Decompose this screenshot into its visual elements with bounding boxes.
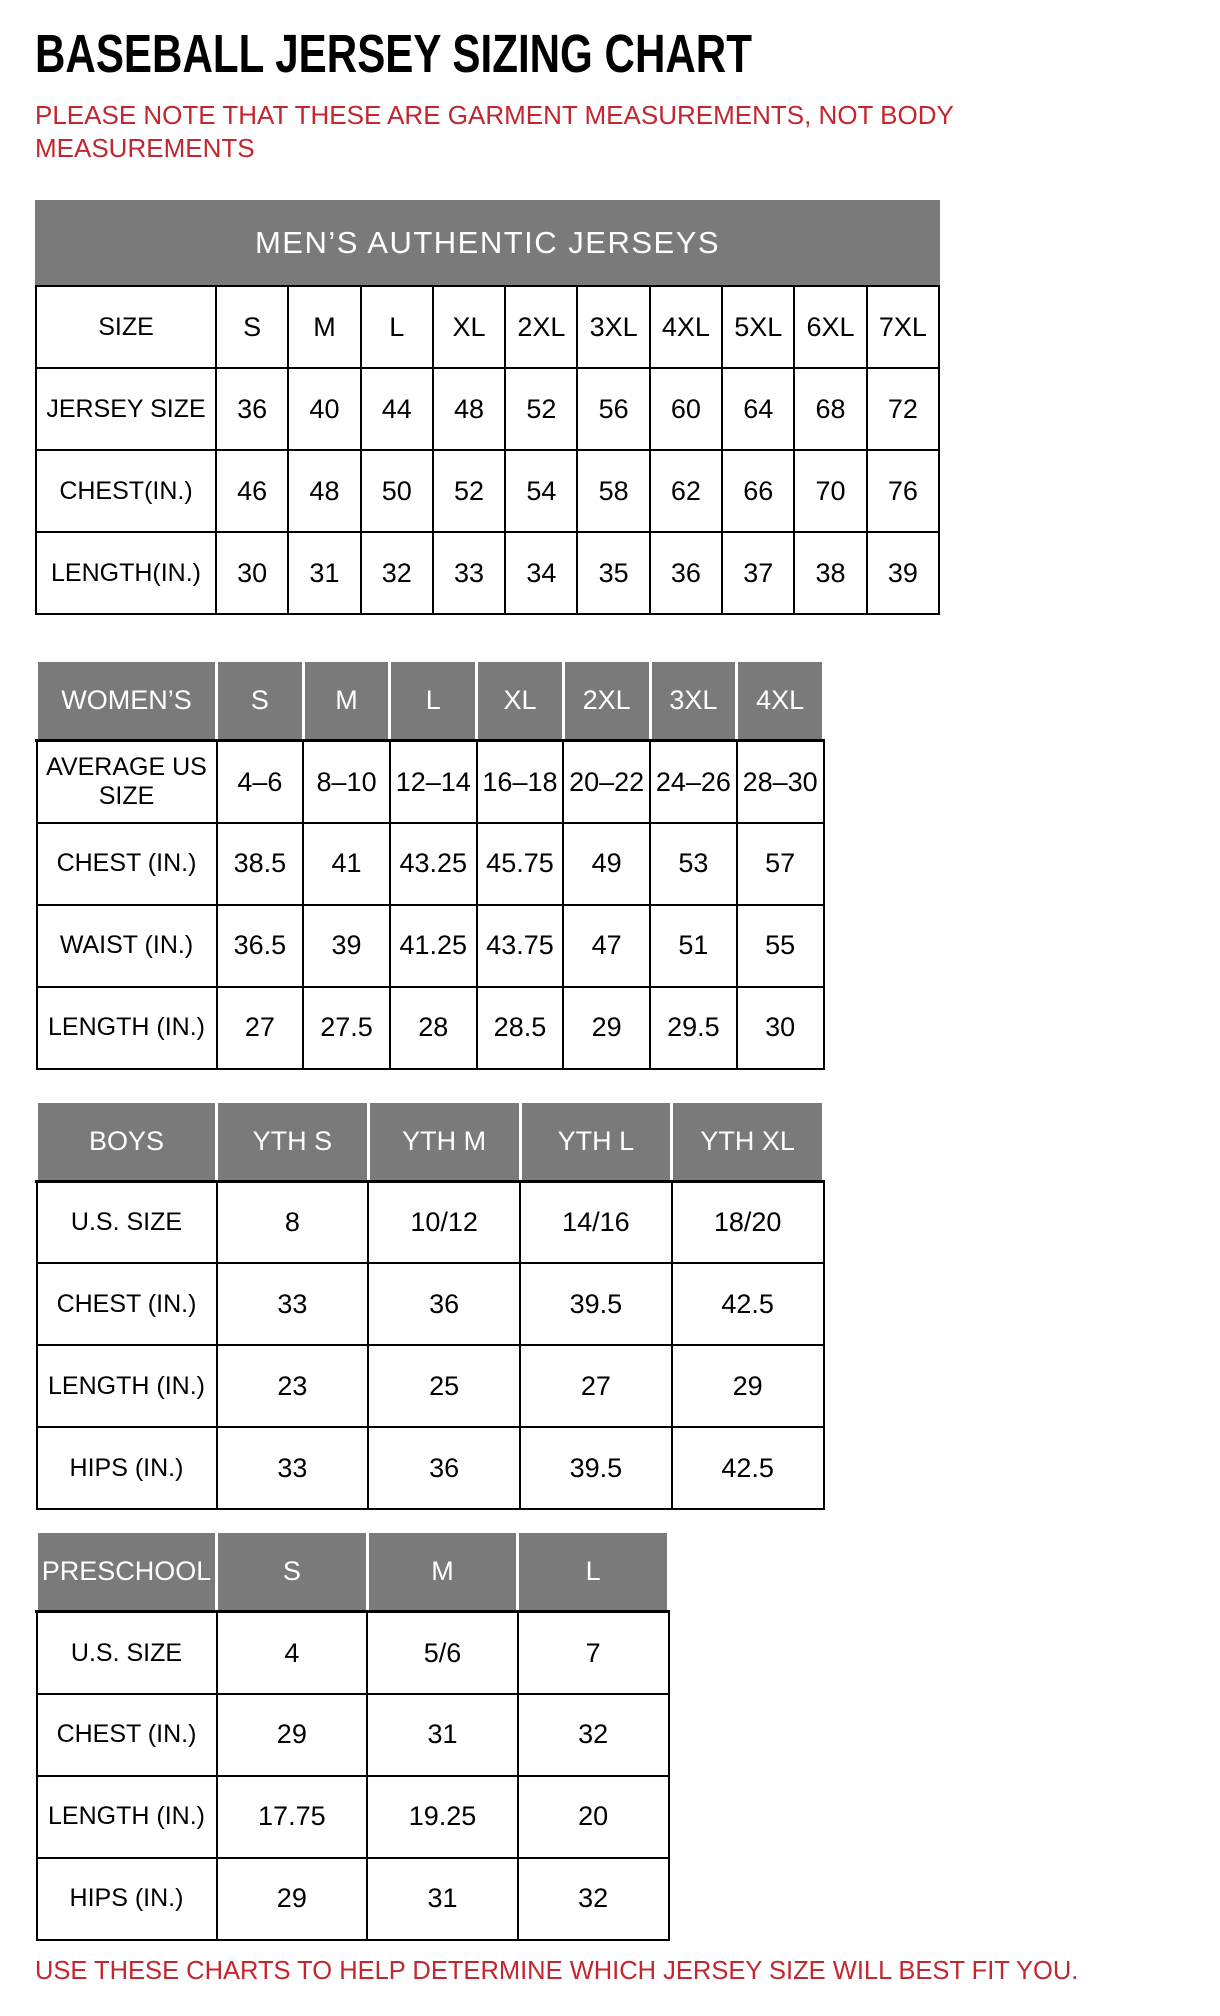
row-label-cell: U.S. SIZE xyxy=(37,1181,217,1263)
value-cell: 32 xyxy=(518,1858,669,1940)
value-cell: 33 xyxy=(217,1427,369,1509)
value-cell: 51 xyxy=(650,905,737,987)
value-cell: 5/6 xyxy=(367,1612,518,1694)
row-label-cell: CHEST (IN.) xyxy=(37,1694,217,1776)
value-cell: 27 xyxy=(217,987,304,1069)
value-cell: 17.75 xyxy=(217,1776,368,1858)
value-cell: 57 xyxy=(737,823,824,905)
value-cell: 53 xyxy=(650,823,737,905)
sizing-chart-page xyxy=(35,26,1185,1986)
value-cell: 32 xyxy=(518,1694,669,1776)
value-cell: 66 xyxy=(722,450,794,532)
mens-table-section xyxy=(35,200,1185,615)
preschool-header-row xyxy=(37,1532,669,1612)
value-cell: 46 xyxy=(216,450,288,532)
value-cell: 45.75 xyxy=(477,823,564,905)
womens-size-table xyxy=(35,659,825,1070)
row-label-cell: LENGTH(IN.) xyxy=(36,532,216,614)
row-label-cell: AVERAGE US SIZE xyxy=(37,741,217,823)
value-cell: 24–26 xyxy=(650,741,737,823)
table-row xyxy=(37,905,824,987)
value-cell: 33 xyxy=(217,1263,369,1345)
value-cell: 48 xyxy=(288,450,360,532)
row-label-cell: CHEST (IN.) xyxy=(37,823,217,905)
value-cell: 70 xyxy=(794,450,866,532)
column-header-cell: YTH L xyxy=(520,1101,672,1181)
value-cell: 43.75 xyxy=(477,905,564,987)
value-cell: 29.5 xyxy=(650,987,737,1069)
womens-table-section xyxy=(35,659,1185,1070)
value-cell: 6XL xyxy=(794,286,866,368)
value-cell: 7 xyxy=(518,1612,669,1694)
table-row xyxy=(36,532,939,614)
value-cell: 52 xyxy=(433,450,505,532)
value-cell: 29 xyxy=(563,987,650,1069)
table-row xyxy=(37,1181,824,1263)
value-cell: S xyxy=(216,286,288,368)
value-cell: 29 xyxy=(672,1345,824,1427)
value-cell: 28 xyxy=(390,987,477,1069)
value-cell: 20 xyxy=(518,1776,669,1858)
value-cell: XL xyxy=(433,286,505,368)
value-cell: 42.5 xyxy=(672,1263,824,1345)
value-cell: 28–30 xyxy=(737,741,824,823)
column-header-cell: L xyxy=(390,661,477,741)
row-label-cell: HIPS (IN.) xyxy=(37,1858,217,1940)
value-cell: 56 xyxy=(577,368,649,450)
value-cell: 5XL xyxy=(722,286,794,368)
value-cell: 23 xyxy=(217,1345,369,1427)
row-label-cell: CHEST(IN.) xyxy=(36,450,216,532)
column-header-cell: YTH XL xyxy=(672,1101,824,1181)
value-cell: 7XL xyxy=(867,286,939,368)
boys-header-row xyxy=(37,1101,824,1181)
value-cell: 2XL xyxy=(505,286,577,368)
row-label-cell: JERSEY SIZE xyxy=(36,368,216,450)
value-cell: 30 xyxy=(216,532,288,614)
value-cell: 76 xyxy=(867,450,939,532)
value-cell: 36 xyxy=(650,532,722,614)
value-cell: 62 xyxy=(650,450,722,532)
value-cell: 55 xyxy=(737,905,824,987)
table-title-cell: WOMEN’S xyxy=(37,661,217,741)
table-row xyxy=(37,1694,669,1776)
boys-table-section xyxy=(35,1100,1185,1511)
table-row xyxy=(37,1345,824,1427)
column-header-cell: S xyxy=(217,1532,368,1612)
value-cell: 64 xyxy=(722,368,794,450)
column-header-cell: 2XL xyxy=(563,661,650,741)
value-cell: 19.25 xyxy=(367,1776,518,1858)
row-label-cell: HIPS (IN.) xyxy=(37,1427,217,1509)
value-cell: 29 xyxy=(217,1694,368,1776)
value-cell: 25 xyxy=(368,1345,520,1427)
value-cell: 36.5 xyxy=(217,905,304,987)
row-label-cell: WAIST (IN.) xyxy=(37,905,217,987)
mens-size-table xyxy=(35,285,940,615)
value-cell: 68 xyxy=(794,368,866,450)
table-row xyxy=(37,987,824,1069)
value-cell: 39 xyxy=(867,532,939,614)
value-cell: 36 xyxy=(216,368,288,450)
value-cell: 48 xyxy=(433,368,505,450)
value-cell: 41 xyxy=(303,823,390,905)
value-cell: 54 xyxy=(505,450,577,532)
value-cell: 39.5 xyxy=(520,1263,672,1345)
row-label-cell: U.S. SIZE xyxy=(37,1612,217,1694)
value-cell: 8–10 xyxy=(303,741,390,823)
value-cell: 8 xyxy=(217,1181,369,1263)
value-cell: 27.5 xyxy=(303,987,390,1069)
value-cell: 39.5 xyxy=(520,1427,672,1509)
column-header-cell: M xyxy=(303,661,390,741)
value-cell: 18/20 xyxy=(672,1181,824,1263)
note-line-2: MEASUREMENTS xyxy=(35,133,255,164)
value-cell: 35 xyxy=(577,532,649,614)
footer-note: USE THESE CHARTS TO HELP DETERMINE WHICH JERSEY SIZE WILL BEST FIT YOU. xyxy=(35,1956,1079,1985)
table-title-cell: PRESCHOOL xyxy=(37,1532,217,1612)
table-row xyxy=(36,286,939,368)
value-cell: 12–14 xyxy=(390,741,477,823)
table-row xyxy=(37,823,824,905)
value-cell: 4 xyxy=(217,1612,368,1694)
garment-measurements-note xyxy=(35,99,1185,167)
table-row xyxy=(36,368,939,450)
value-cell: 4XL xyxy=(650,286,722,368)
boys-size-table xyxy=(35,1100,825,1511)
value-cell: 28.5 xyxy=(477,987,564,1069)
value-cell: 38 xyxy=(794,532,866,614)
table-row xyxy=(37,1263,824,1345)
column-header-cell: M xyxy=(367,1532,518,1612)
row-label-cell: LENGTH (IN.) xyxy=(37,1345,217,1427)
table-row xyxy=(36,450,939,532)
value-cell: 10/12 xyxy=(368,1181,520,1263)
value-cell: 30 xyxy=(737,987,824,1069)
column-header-cell: S xyxy=(217,661,304,741)
value-cell: 20–22 xyxy=(563,741,650,823)
value-cell: 38.5 xyxy=(217,823,304,905)
value-cell: 44 xyxy=(361,368,433,450)
row-label-cell: CHEST (IN.) xyxy=(37,1263,217,1345)
value-cell: 36 xyxy=(368,1263,520,1345)
value-cell: L xyxy=(361,286,433,368)
column-header-cell: YTH M xyxy=(368,1101,520,1181)
value-cell: 27 xyxy=(520,1345,672,1427)
value-cell: 52 xyxy=(505,368,577,450)
value-cell: 72 xyxy=(867,368,939,450)
value-cell: 41.25 xyxy=(390,905,477,987)
mens-banner: MEN’S AUTHENTIC JERSEYS xyxy=(35,200,940,285)
value-cell: 14/16 xyxy=(520,1181,672,1263)
value-cell: 33 xyxy=(433,532,505,614)
value-cell: 50 xyxy=(361,450,433,532)
table-row xyxy=(37,741,824,823)
value-cell: 29 xyxy=(217,1858,368,1940)
preschool-size-table xyxy=(35,1530,670,1941)
row-label-cell: LENGTH (IN.) xyxy=(37,1776,217,1858)
value-cell: 60 xyxy=(650,368,722,450)
value-cell: 37 xyxy=(722,532,794,614)
preschool-table-section xyxy=(35,1530,1185,1941)
value-cell: 36 xyxy=(368,1427,520,1509)
value-cell: 43.25 xyxy=(390,823,477,905)
value-cell: 31 xyxy=(367,1694,518,1776)
page-title: BASEBALL JERSEY SIZING CHART xyxy=(35,24,752,84)
table-title-cell: BOYS xyxy=(37,1101,217,1181)
table-row xyxy=(37,1427,824,1509)
value-cell: 47 xyxy=(563,905,650,987)
table-row xyxy=(37,1776,669,1858)
value-cell: 3XL xyxy=(577,286,649,368)
value-cell: 4–6 xyxy=(217,741,304,823)
note-line-1: PLEASE NOTE THAT THESE ARE GARMENT MEASUREMENTS, NOT BODY xyxy=(35,99,954,130)
value-cell: 42.5 xyxy=(672,1427,824,1509)
value-cell: 31 xyxy=(288,532,360,614)
value-cell: 49 xyxy=(563,823,650,905)
column-header-cell: YTH S xyxy=(217,1101,369,1181)
value-cell: 34 xyxy=(505,532,577,614)
table-row xyxy=(37,1858,669,1940)
column-header-cell: 4XL xyxy=(737,661,824,741)
womens-header-row xyxy=(37,661,824,741)
value-cell: 31 xyxy=(367,1858,518,1940)
value-cell: 16–18 xyxy=(477,741,564,823)
value-cell: 58 xyxy=(577,450,649,532)
value-cell: 40 xyxy=(288,368,360,450)
value-cell: 32 xyxy=(361,532,433,614)
value-cell: M xyxy=(288,286,360,368)
row-label-cell: LENGTH (IN.) xyxy=(37,987,217,1069)
value-cell: 39 xyxy=(303,905,390,987)
column-header-cell: 3XL xyxy=(650,661,737,741)
row-label-cell: SIZE xyxy=(36,286,216,368)
column-header-cell: XL xyxy=(477,661,564,741)
column-header-cell: L xyxy=(518,1532,669,1612)
table-row xyxy=(37,1612,669,1694)
